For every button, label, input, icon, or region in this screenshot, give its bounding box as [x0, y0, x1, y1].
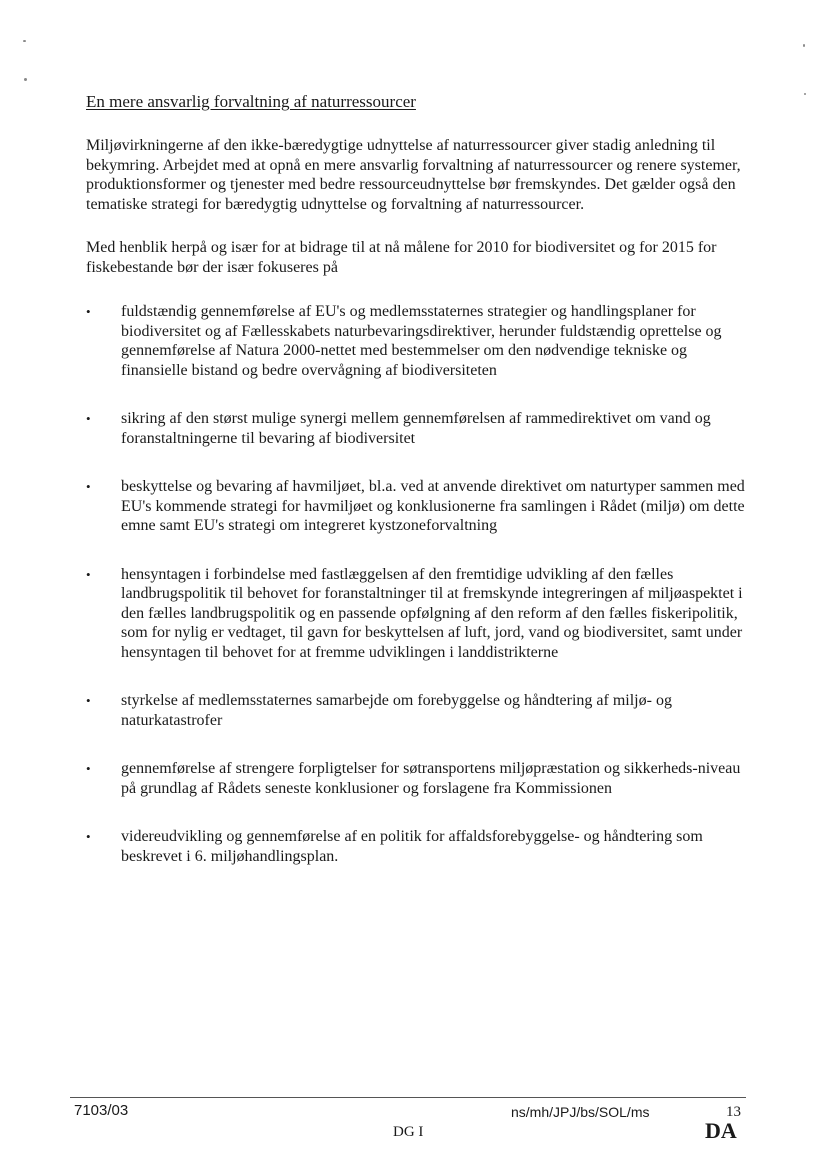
bullet-icon: •: [86, 761, 91, 776]
list-item-text: hensyntagen i forbindelse med fastlæggelsen af den fremtidige udvikling af den fælles landbrugspolitik til behovet for foranstaltninger til at fremskynde integreringen af miljøaspektet i den fælles landbrugspolitik og en passende opfølgning af den reform af den fælles fiskeripolitik, som for nylig er vedtaget, til gavn for beskyttelsen af luft, jord, vand og biodiversitet, samt under hensyntagen til behovet for at fremme udviklingen i landdistrikterne: [121, 565, 743, 661]
bullet-icon: •: [86, 693, 91, 708]
list-item-text: sikring af den størst mulige synergi mellem gennemførelsen af rammedirektivet om vand og foranstaltningerne til bevaring af biodiversitet: [121, 410, 711, 447]
list-item: [86, 691, 756, 730]
section-heading: En mere ansvarlig forvaltning af naturressourcer: [86, 92, 416, 111]
list-item-text: beskyttelse og bevaring af havmiljøet, bl.a. ved at anvende direktivet om naturtyper sammen med EU's kommende strategi for havmiljøet og konklusionerne fra samlingen i Rådet (miljø) om dette emne samt EU's strategi om integreret kystzoneforvaltning: [121, 478, 745, 534]
bullet-icon: •: [86, 304, 91, 319]
footer-dg: DG I: [393, 1124, 424, 1140]
scan-speck: [24, 78, 27, 81]
focus-list: [86, 302, 756, 895]
list-item: [86, 477, 756, 536]
bullet-icon: •: [86, 566, 91, 582]
footer-page-number: 13: [726, 1104, 741, 1120]
footer-doc-code: 7103/03: [74, 1102, 129, 1119]
scan-speck: [803, 44, 805, 47]
list-item-text: gennemførelse af strengere forpligtelser for søtransportens miljøpræstation og sikkerheds-niveau på grundlag af Rådets seneste konklusioner og forslagene fra Kommissionen: [121, 760, 741, 797]
intro-paragraph: Miljøvirkningerne af den ikke-bæredygtige udnyttelse af naturressourcer giver stadig anledning til bekymring. Arbejdet med at opnå en mere ansvarlig forvaltning af naturressourcer og renere systemer, produktionsformer og tjenester med bedre ressourceudnyttelse bør fremskyndes. Det gælder også den tematiske strategi for bæredygtig udnyttelse og forvaltning af naturressourcer.: [86, 137, 741, 213]
footer-reference: ns/mh/JPJ/bs/SOL/ms: [511, 1104, 650, 1120]
scan-speck: [23, 40, 26, 42]
list-item: [86, 409, 756, 448]
list-item-text: videreudvikling og gennemførelse af en politik for affaldsforebyggelse- og håndtering som beskrevet i 6. miljøhandlingsplan.: [121, 828, 703, 865]
footer-divider: [70, 1097, 746, 1098]
bullet-icon: •: [86, 829, 91, 844]
scan-speck: [804, 93, 806, 95]
footer-language: DA: [705, 1118, 737, 1143]
list-item-text: fuldstændig gennemførelse af EU's og medlemsstaternes strategier og handlingsplaner for biodiversitet og af Fællesskabets naturbevaringsdirektiver, herunder fuldstændig oprettelse og gennemførelse af Natura 2000-nettet med bestemmelser om den nødvendige tekniske og finansielle bistand og bedre overvågning af biodiversiteten: [121, 303, 722, 379]
list-item: [86, 759, 756, 798]
list-item-text: styrkelse af medlemsstaternes samarbejde om forebyggelse og håndtering af miljø- og naturkatastrofer: [121, 692, 672, 729]
list-item: [86, 302, 756, 380]
bullet-icon: •: [86, 479, 91, 494]
focus-paragraph: Med henblik herpå og især for at bidrage til at nå målene for 2010 for biodiversitet og for 2015 for fiskebestande bør der især fokuseres på: [86, 239, 717, 276]
list-item: [86, 565, 756, 663]
bullet-icon: •: [86, 411, 91, 426]
list-item: [86, 827, 756, 866]
